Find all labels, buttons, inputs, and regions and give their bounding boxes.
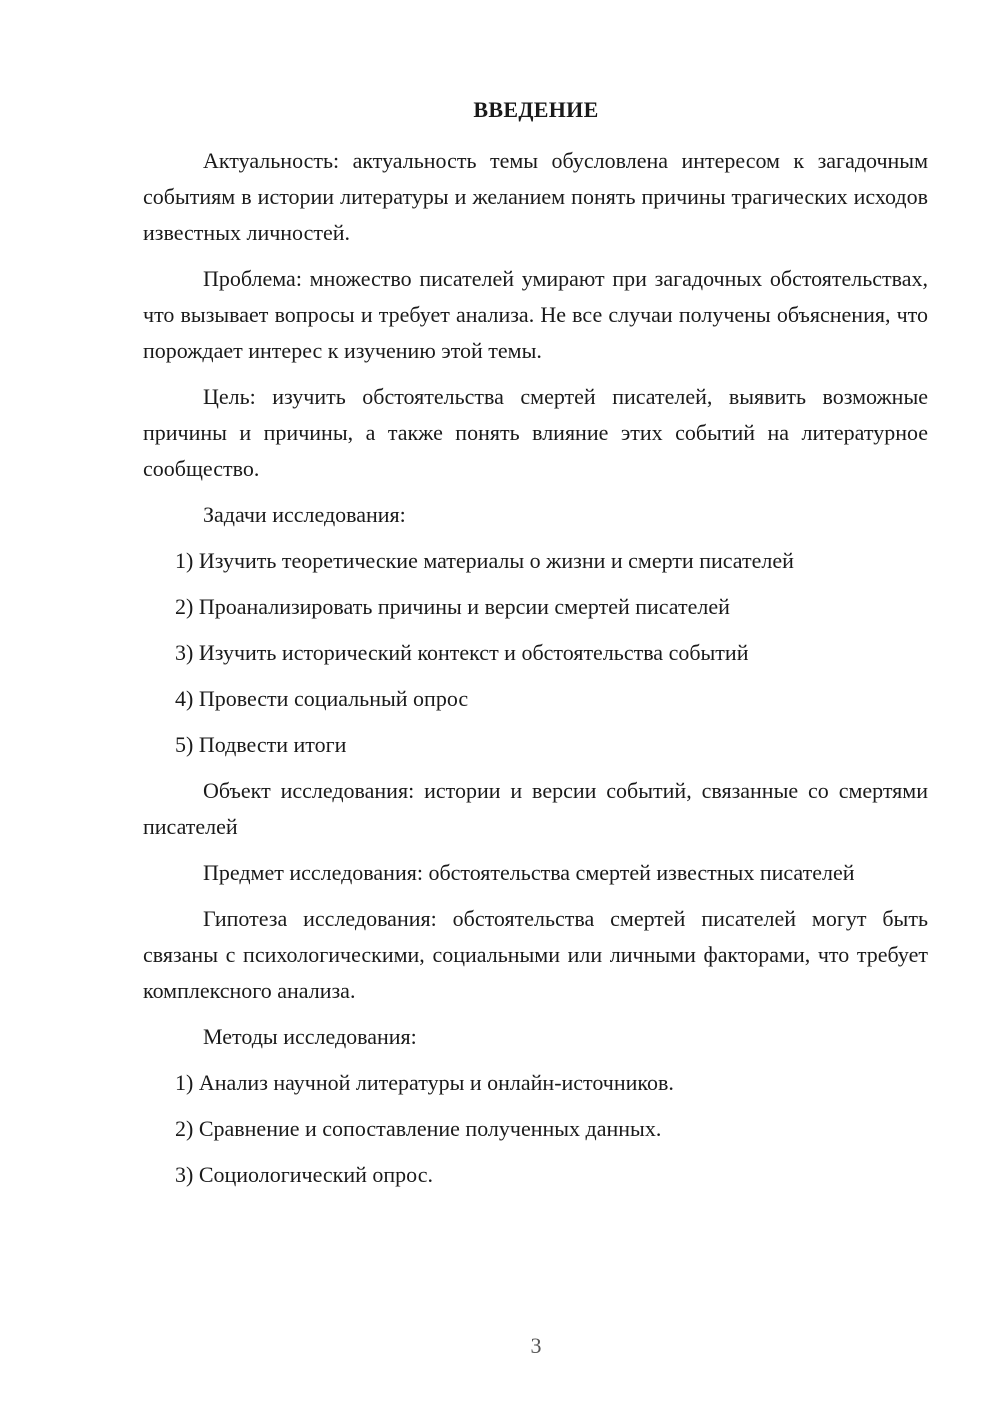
goal-paragraph: Цель: изучить обстоятельства смертей писателей, выявить возможные причины и причины, а также понять влияние этих событий на литературное сообщество. xyxy=(143,384,928,481)
tasks-intro: Задачи исследования: xyxy=(203,502,406,527)
subject-paragraph: Предмет исследования: обстоятельства смертей известных писателей xyxy=(203,860,855,885)
list-item: 2) Сравнение и сопоставление полученных данных. xyxy=(175,1116,662,1141)
list-item: 5) Подвести итоги xyxy=(175,732,347,757)
list-item: 3) Изучить исторический контекст и обстоятельства событий xyxy=(175,640,749,665)
methods-list xyxy=(143,1065,928,1193)
list-item: 2) Проанализировать причины и версии смертей писателей xyxy=(175,594,730,619)
problem-paragraph: Проблема: множество писателей умирают при загадочных обстоятельствах, что вызывает вопросы и требует анализа. Не все случаи получены объяснения, что порождает интерес к изучению этой темы. xyxy=(143,266,928,363)
list-item: 1) Изучить теоретические материалы о жизни и смерти писателей xyxy=(175,548,794,573)
introduction-body xyxy=(143,143,928,1203)
object-paragraph: Объект исследования: истории и версии событий, связанные со смертями писателей xyxy=(143,778,928,839)
hypothesis-paragraph: Гипотеза исследования: обстоятельства смертей писателей могут быть связаны с психологическими, социальными или личными факторами, что требует комплексного анализа. xyxy=(143,906,928,1003)
relevance-paragraph: Актуальность: актуальность темы обусловлена интересом к загадочным событиям в истории литературы и желанием понять причины трагических исходов известных личностей. xyxy=(143,148,928,245)
tasks-list xyxy=(143,543,928,763)
list-item: 3) Социологический опрос. xyxy=(175,1162,433,1187)
list-item: 4) Провести социальный опрос xyxy=(175,686,469,711)
page-number: 3 xyxy=(530,1333,542,1358)
list-item: 1) Анализ научной литературы и онлайн-источников. xyxy=(175,1070,674,1095)
section-heading: ВВЕДЕНИЕ xyxy=(473,97,599,122)
methods-intro: Методы исследования: xyxy=(203,1024,417,1049)
